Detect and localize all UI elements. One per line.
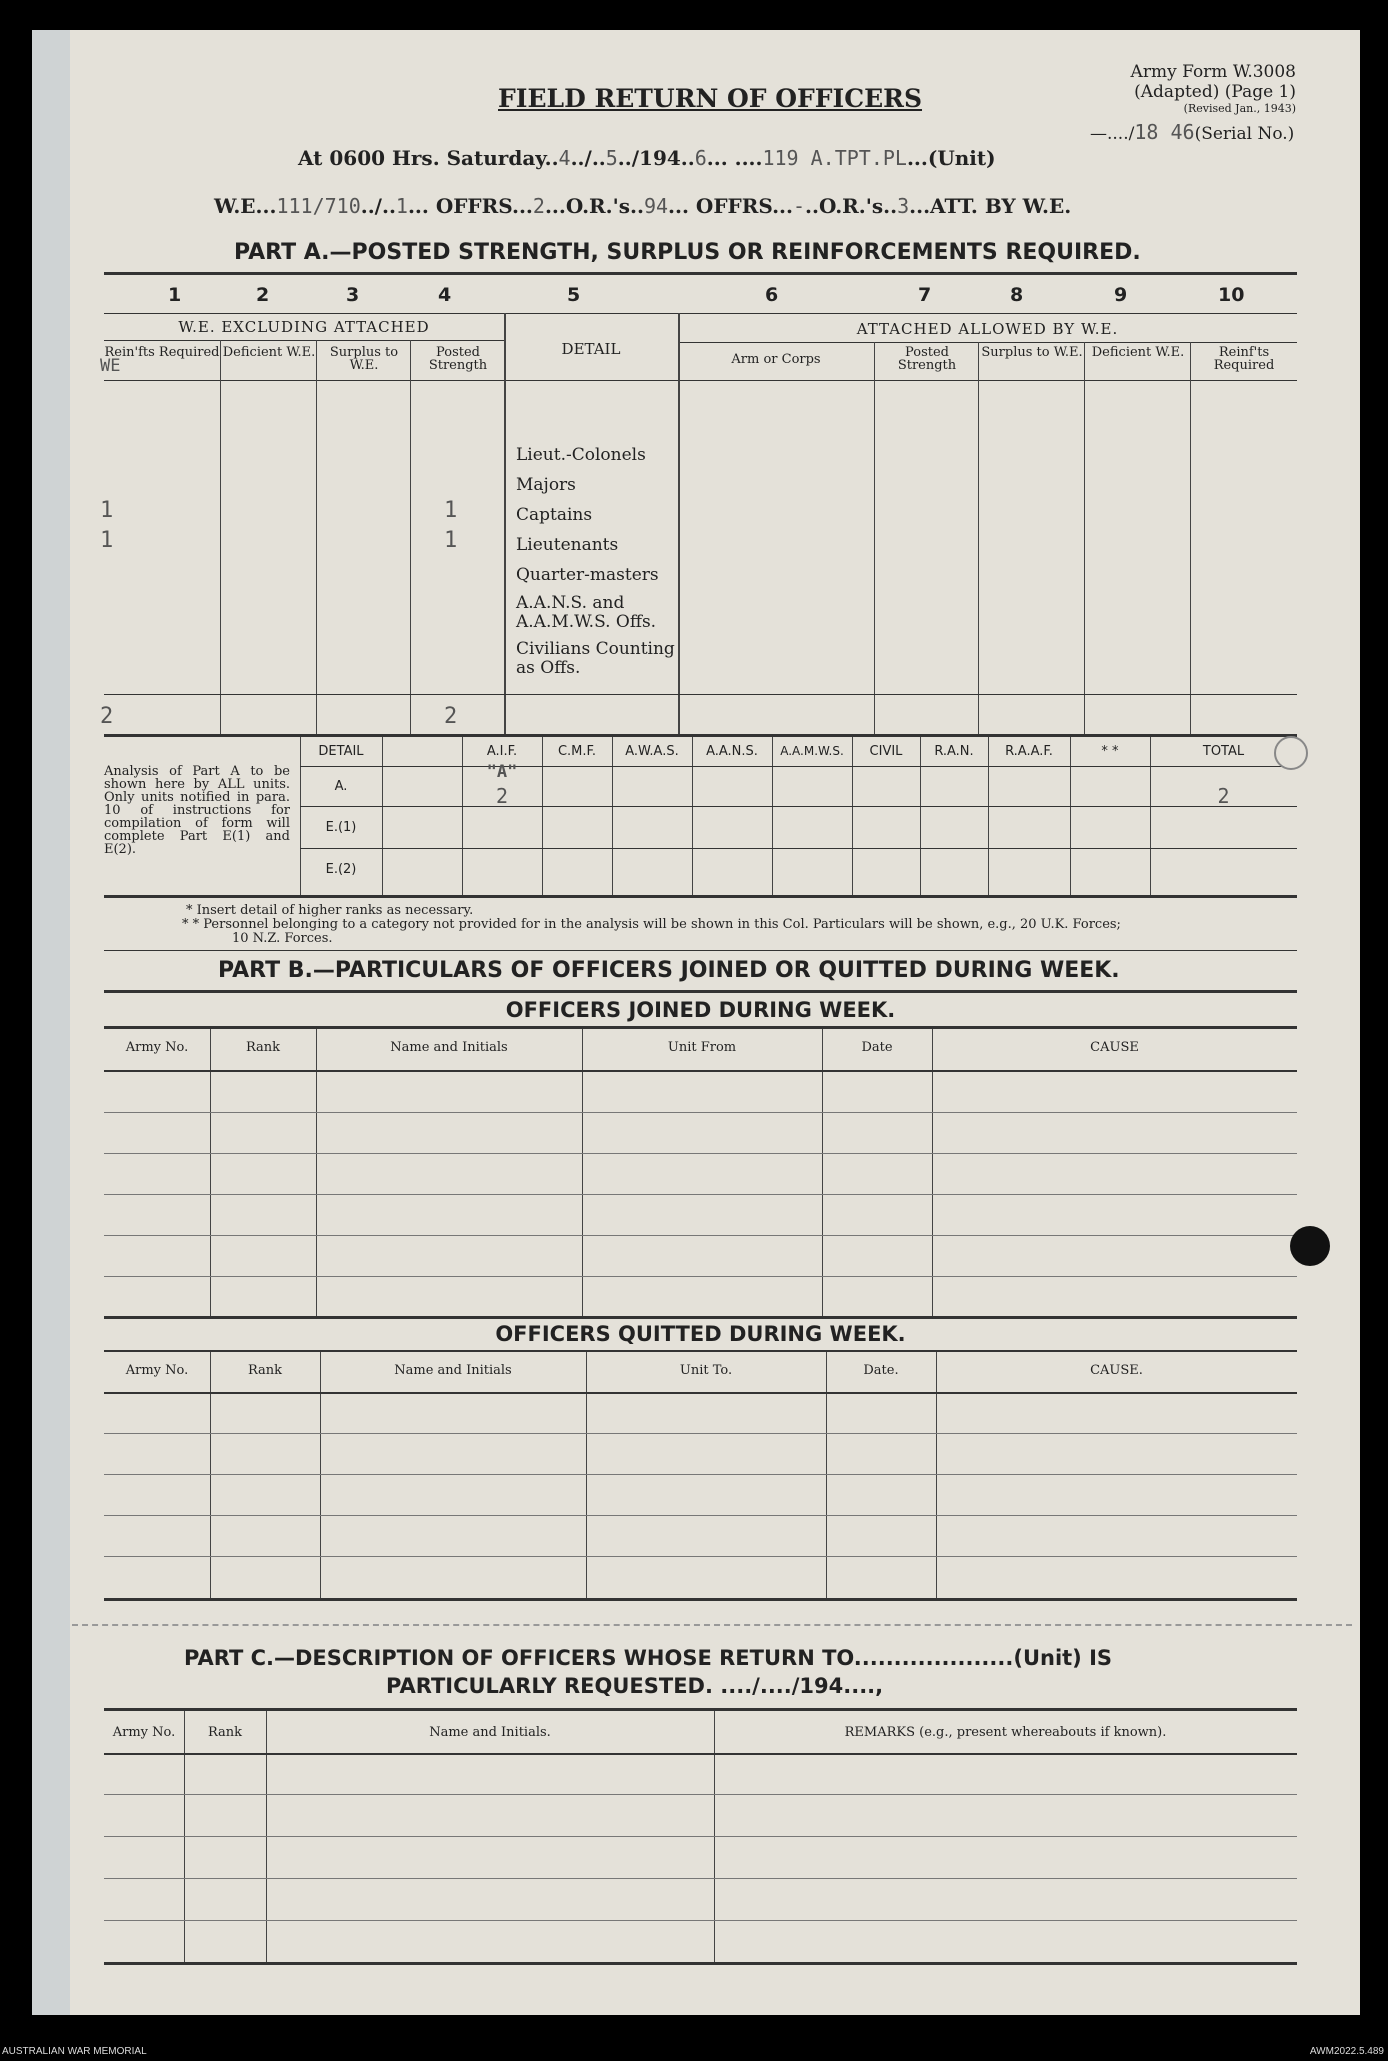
joined-hdr-date: Date bbox=[861, 1040, 893, 1055]
hdr-deficient-we: Deficient W.E. bbox=[222, 345, 316, 360]
rule bbox=[678, 342, 1297, 343]
rule bbox=[104, 380, 1297, 381]
c-hdr-army-no: Army No. bbox=[112, 1725, 176, 1740]
joined-hdr-unit-from: Unit From bbox=[667, 1040, 737, 1055]
part-c-line2: PARTICULARLY REQUESTED. ..../..../194...., bbox=[386, 1674, 884, 1698]
col-num-7: 7 bbox=[918, 284, 932, 306]
col-num-6: 6 bbox=[765, 284, 779, 306]
rule bbox=[104, 694, 1297, 695]
an-hdr-aif: A.I.F. bbox=[486, 744, 518, 759]
an-hdr-aans: A.A.N.S. bbox=[706, 744, 758, 759]
hdr-att-deficient: Deficient W.E. bbox=[1091, 345, 1185, 360]
part-c-line1: PART C.—DESCRIPTION OF OFFICERS WHOSE RETURN TO....................(Unit) IS bbox=[184, 1646, 1113, 1670]
hdr-att-posted: Posted Strength bbox=[897, 345, 957, 373]
footnote-1: * Insert detail of higher ranks as necessary. bbox=[186, 903, 474, 918]
an-row-a: A. bbox=[334, 779, 348, 794]
an-hdr-detail: DETAIL bbox=[318, 744, 364, 759]
total-a-value: 2 bbox=[1217, 784, 1230, 808]
col-num-8: 8 bbox=[1010, 284, 1024, 306]
aif-a-label: "A" bbox=[486, 762, 518, 782]
quitted-hdr-army-no: Army No. bbox=[125, 1363, 189, 1378]
rank-qm: Quarter-masters bbox=[516, 565, 659, 585]
c-hdr-name: Name and Initials. bbox=[429, 1725, 551, 1740]
hdr-reinfts-required: Rein'fts Required bbox=[104, 345, 220, 360]
caption-left: AUSTRALIAN WAR MEMORIAL bbox=[2, 2046, 147, 2057]
serial-number: —..../18 46(Serial No.) bbox=[1090, 120, 1295, 144]
form-id: Army Form W.3008 (Adapted) (Page 1) (Revised Jan., 1943) bbox=[1130, 62, 1296, 115]
captains-col1: 1 bbox=[100, 498, 114, 523]
an-hdr-aamws: A.A.M.W.S. bbox=[780, 744, 844, 758]
c-hdr-remarks: REMARKS (e.g., present whereabouts if known). bbox=[844, 1725, 1167, 1740]
rank-civilians: Civilians Counting as Offs. bbox=[516, 639, 675, 678]
rank-captains: Captains bbox=[516, 505, 593, 525]
an-row-e2: E.(2) bbox=[325, 862, 357, 877]
hdr-att-reinfts: Reinf'ts Required bbox=[1213, 345, 1275, 373]
rank-lt-col: Lieut.-Colonels bbox=[516, 445, 646, 465]
rank-aans: A.A.N.S. and A.A.M.W.S. Offs. bbox=[516, 593, 657, 632]
line1: At 0600 Hrs. Saturday..4../..5../194..6... ....119 A.TPT.PL...(Unit) bbox=[298, 146, 996, 170]
joined-hdr-name: Name and Initials bbox=[390, 1040, 508, 1055]
rank-majors: Majors bbox=[516, 475, 576, 495]
rank-lieutenants: Lieutenants bbox=[516, 535, 619, 555]
total-col1: 2 bbox=[100, 704, 114, 729]
hdr-posted-strength: Posted Strength bbox=[428, 345, 488, 373]
col-num-4: 4 bbox=[438, 284, 452, 306]
group-right-header: ATTACHED ALLOWED BY W.E. bbox=[856, 320, 1119, 338]
joined-hdr-rank: Rank bbox=[245, 1040, 281, 1055]
total-col4: 2 bbox=[444, 704, 458, 729]
c-hdr-rank: Rank bbox=[207, 1725, 243, 1740]
part-a-title: PART A.—POSTED STRENGTH, SURPLUS OR REINFORCEMENTS REQUIRED. bbox=[234, 240, 1141, 265]
rule bbox=[104, 272, 1297, 275]
col-num-9: 9 bbox=[1114, 284, 1128, 306]
part-b-title: PART B.—PARTICULARS OF OFFICERS JOINED OR QUITTED DURING WEEK. bbox=[218, 958, 1120, 983]
punch-hole bbox=[1290, 1226, 1330, 1266]
rule bbox=[104, 734, 1297, 737]
col-num-10: 10 bbox=[1218, 284, 1245, 306]
an-hdr-civil: CIVIL bbox=[869, 744, 903, 759]
quitted-hdr-rank: Rank bbox=[247, 1363, 283, 1378]
rule bbox=[104, 340, 504, 341]
detail-header: DETAIL bbox=[561, 340, 621, 358]
aif-a-value: 2 bbox=[495, 784, 509, 808]
joined-hdr-cause: CAUSE bbox=[1090, 1040, 1139, 1055]
an-hdr-total: TOTAL bbox=[1202, 744, 1245, 759]
lieutenants-col4: 1 bbox=[444, 528, 458, 553]
col-num-1: 1 bbox=[168, 284, 182, 306]
stamp-we: WE bbox=[100, 356, 121, 376]
paper-edge-strip bbox=[32, 30, 70, 2015]
an-hdr-awas: A.W.A.S. bbox=[625, 744, 679, 759]
an-row-e1: E.(1) bbox=[325, 820, 357, 835]
quitted-hdr-date: Date. bbox=[863, 1363, 899, 1378]
joined-hdr-army-no: Army No. bbox=[125, 1040, 189, 1055]
perforation bbox=[72, 1624, 1352, 1626]
quitted-hdr-cause: CAUSE. bbox=[1090, 1363, 1143, 1378]
an-hdr-cmf: C.M.F. bbox=[557, 744, 597, 759]
col-num-2: 2 bbox=[256, 284, 270, 306]
punch-hole-top bbox=[1274, 736, 1308, 770]
joined-title: OFFICERS JOINED DURING WEEK. bbox=[505, 998, 896, 1022]
line2: W.E...111/710../..1... OFFRS...2...O.R.'s..94... OFFRS...-..O.R.'s..3...ATT. BY W.E. bbox=[214, 194, 1072, 218]
hdr-arm-corps: Arm or Corps bbox=[731, 352, 821, 367]
an-hdr-ran: R.A.N. bbox=[934, 744, 974, 759]
quitted-hdr-unit-to: Unit To. bbox=[679, 1363, 733, 1378]
quitted-title: OFFICERS QUITTED DURING WEEK. bbox=[495, 1322, 906, 1346]
col-num-3: 3 bbox=[346, 284, 360, 306]
caption-right: AWM2022.5.489 bbox=[1309, 2046, 1384, 2057]
footnote-2: * * Personnel belonging to a category not provided for in the analysis will be shown in this Col. Particulars will be shown, e.g., 20 U.K. Forces; bbox=[182, 917, 1121, 932]
an-hdr-other: * * bbox=[1101, 744, 1119, 759]
col-num-5: 5 bbox=[567, 284, 581, 306]
rule bbox=[104, 313, 1297, 314]
lieutenants-col1: 1 bbox=[100, 528, 114, 553]
analysis-note: Analysis of Part A to be shown here by ALL units. Only units notified in para. 10 of instructions for compilation of form will complete Part E(1) and E(2). bbox=[104, 764, 290, 857]
rank-list bbox=[516, 440, 676, 678]
an-hdr-raaf: R.A.A.F. bbox=[1005, 744, 1053, 759]
footnote-3: 10 N.Z. Forces. bbox=[232, 931, 333, 946]
group-left-header: W.E. EXCLUDING ATTACHED bbox=[178, 318, 430, 336]
quitted-hdr-name: Name and Initials bbox=[394, 1363, 512, 1378]
captains-col4: 1 bbox=[444, 498, 458, 523]
form-title: FIELD RETURN OF OFFICERS bbox=[498, 84, 923, 113]
hdr-att-surplus: Surplus to W.E. bbox=[981, 345, 1083, 360]
hdr-surplus-we: Surplus to W.E. bbox=[329, 345, 399, 373]
